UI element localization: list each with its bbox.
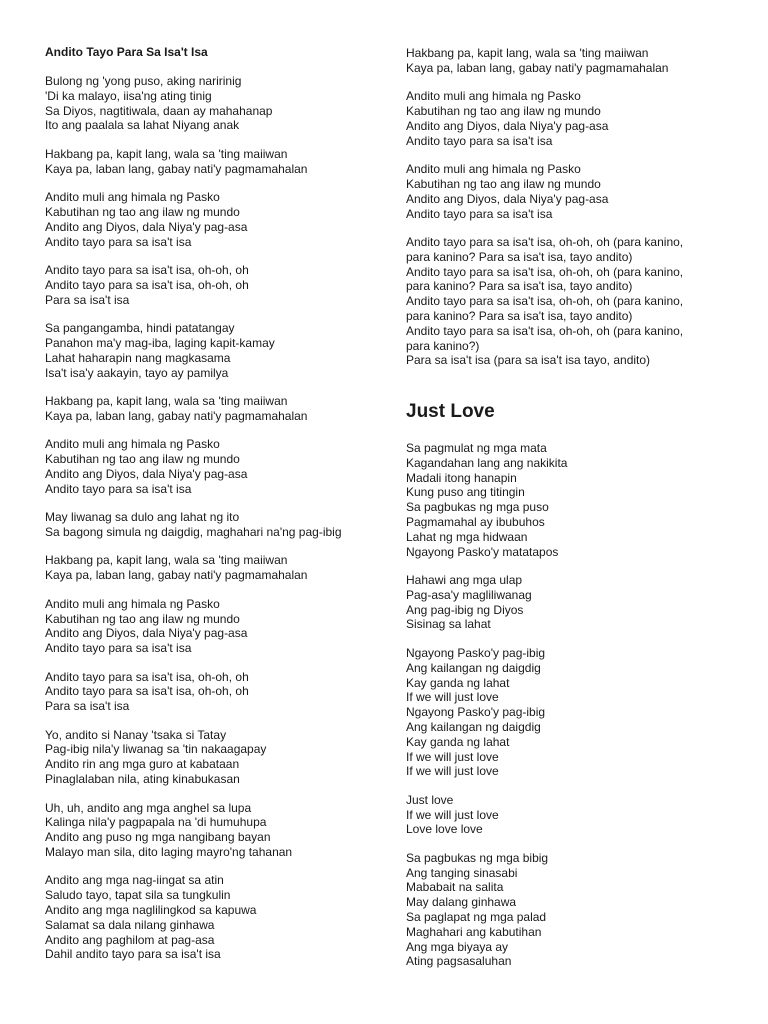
verse-gap <box>45 176 375 190</box>
just-love-lyrics <box>406 441 746 969</box>
verse <box>45 873 375 962</box>
lyric-line: Hakbang pa, kapit lang, wala sa 'ting maiiwan <box>45 146 288 161</box>
lyric-line: Sa Diyos, nagtitiwala, daan ay mahahanap <box>45 103 273 118</box>
lyric-line: Kaya pa, laban lang, gabay nati'y pagmamahalan <box>406 60 669 75</box>
lyric-line: Maghahari ang kabutihan <box>406 924 542 939</box>
verse <box>45 321 375 380</box>
verse <box>45 670 375 714</box>
verse-gap <box>45 133 375 147</box>
verse <box>45 147 375 177</box>
lyric-line: Sa pagmulat ng mga mata <box>406 441 547 455</box>
verse-gap <box>406 837 746 851</box>
verse <box>45 190 375 249</box>
lyric-line: Andito rin ang mga guro at kabataan <box>45 757 240 772</box>
verse <box>45 553 375 583</box>
verse-gap <box>45 656 375 670</box>
verse <box>406 573 746 632</box>
lyric-line: Kalinga nila'y pagpapala na 'di humuhupa <box>45 815 267 830</box>
verse-gap <box>45 540 375 554</box>
lyric-line: Pag-asa'y magliliwanag <box>406 587 532 602</box>
verse <box>45 74 375 133</box>
lyric-line: Andito muli ang himala ng Pasko <box>45 596 220 611</box>
verse-gap <box>45 583 375 597</box>
lyric-line: para kanino? Para sa isa't isa, tayo andito) <box>406 309 633 324</box>
lyric-line: Ang kailangan ng daigdig <box>406 660 541 675</box>
verse <box>406 162 746 221</box>
lyric-line: May liwanag sa dulo ang lahat ng ito <box>45 510 240 525</box>
lyric-line: Ang tanging sinasabi <box>406 865 518 880</box>
verse-gap <box>45 249 375 263</box>
lyric-line: Andito ang mga naglilingkod sa kapuwa <box>45 903 257 917</box>
lyric-line: Andito tayo para sa isa't isa <box>406 133 553 148</box>
lyric-line: Panahon ma'y mag-iba, laging kapit-kamay <box>45 335 275 350</box>
verse <box>406 851 746 969</box>
lyric-line: Andito tayo para sa isa't isa, oh-oh, oh (para kanino, <box>406 235 684 250</box>
lyric-line: Mababait na salita <box>406 880 504 895</box>
verse-gap <box>45 714 375 728</box>
lyric-line: Andito tayo para sa isa't isa, oh-oh, oh <box>45 263 249 278</box>
lyric-line: Malayo man sila, dito laging mayro'ng tahanan <box>45 844 293 859</box>
lyric-line: Pinaglalaban nila, ating kinabukasan <box>45 772 240 787</box>
lyric-line: Andito tayo para sa isa't isa <box>45 641 192 656</box>
lyric-line: Bulong ng 'yong puso, aking naririnig <box>45 74 242 88</box>
left-lyrics <box>45 74 375 962</box>
verse-gap <box>406 632 746 646</box>
lyric-line: Isa't isa'y aakayin, tayo ay pamilya <box>45 365 229 380</box>
lyric-line: Andito ang paghilom at pag-asa <box>45 932 215 947</box>
lyric-line: Pagmamahal ay ibubuhos <box>406 514 545 529</box>
lyric-line: Sa bagong simula ng daigdig, maghahari na'ng pag-ibig <box>45 524 342 539</box>
lyric-line: para kanino?) <box>406 338 480 353</box>
lyric-line: Andito muli ang himala ng Pasko <box>45 190 220 205</box>
verse <box>406 46 746 76</box>
lyric-line: Andito tayo para sa isa't isa <box>406 206 553 221</box>
lyric-line: Kabutihan ng tao ang ilaw ng mundo <box>45 452 240 467</box>
lyric-line: Andito ang Diyos, dala Niya'y pag-asa <box>406 191 609 206</box>
lyric-line: Ang pag-ibig ng Diyos <box>406 602 524 617</box>
lyric-line: Lahat haharapin nang magkasama <box>45 350 231 365</box>
verse-gap <box>406 76 746 90</box>
lyric-line: Kaya pa, laban lang, gabay nati'y pagmamahalan <box>45 408 308 423</box>
lyric-line: Pag-ibig nila'y liwanag sa 'tin nakaagapay <box>45 742 267 757</box>
lyric-line: Hakbang pa, kapit lang, wala sa 'ting maiiwan <box>45 393 288 408</box>
verse <box>406 235 746 368</box>
lyric-line: Ang kailangan ng daigdig <box>406 719 541 734</box>
verse <box>45 394 375 424</box>
lyric-line: Hakbang pa, kapit lang, wala sa 'ting maiiwan <box>406 46 649 60</box>
lyric-line: Sa paglapat ng mga palad <box>406 910 547 925</box>
lyric-line: Ngayong Pasko'y pag-ibig <box>406 645 546 660</box>
lyric-line: Just love <box>406 792 454 807</box>
lyric-line: Kay ganda ng lahat <box>406 675 510 690</box>
lyric-line: Para sa isa't isa <box>45 699 130 714</box>
lyric-line: Andito tayo para sa isa't isa <box>45 481 192 496</box>
verse-gap <box>406 148 746 162</box>
lyric-line: Ngayong Pasko'y pag-ibig <box>406 705 546 720</box>
lyric-line: Andito ang mga nag-iingat sa atin <box>45 873 224 888</box>
lyric-line: Para sa isa't isa <box>45 292 130 307</box>
verse-gap <box>406 559 746 573</box>
lyric-line: Kabutihan ng tao ang ilaw ng mundo <box>45 204 240 219</box>
lyric-line: Kabutihan ng tao ang ilaw ng mundo <box>406 176 601 191</box>
lyric-line: Andito ang Diyos, dala Niya'y pag-asa <box>45 626 248 641</box>
lyric-line: Andito tayo para sa isa't isa, oh-oh, oh <box>45 669 249 684</box>
lyric-line: Andito tayo para sa isa't isa, oh-oh, oh <box>45 277 249 292</box>
lyric-line: Kaya pa, laban lang, gabay nati'y pagmamahalan <box>45 161 308 176</box>
verse <box>406 793 746 837</box>
verse <box>45 597 375 656</box>
verse <box>45 510 375 540</box>
lyric-line: Andito tayo para sa isa't isa, oh-oh, oh (para kanino, <box>406 323 684 338</box>
verse <box>406 646 746 779</box>
verse <box>45 263 375 307</box>
verse-gap <box>45 424 375 438</box>
lyric-line: Kagandahan lang ang nakikita <box>406 455 568 470</box>
lyric-line: Hahawi ang mga ulap <box>406 573 523 588</box>
verse <box>406 89 746 148</box>
lyric-line: Kay ganda ng lahat <box>406 734 510 749</box>
lyric-line: 'Di ka malayo, iisa'ng ating tinig <box>45 88 212 103</box>
verse-gap <box>45 380 375 394</box>
lyric-line: Ngayong Pasko'y matatapos <box>406 544 559 559</box>
lyric-line: Salamat sa dala nilang ginhawa <box>45 917 215 932</box>
lyric-line: Andito muli ang himala ng Pasko <box>406 162 581 177</box>
lyric-line: Sa pagbukas ng mga puso <box>406 500 549 515</box>
lyric-line: Andito tayo para sa isa't isa, oh-oh, oh <box>45 684 249 699</box>
lyric-line: Sa pangangamba, hindi patatangay <box>45 321 235 336</box>
verse-gap <box>45 307 375 321</box>
lyric-line: Andito tayo para sa isa't isa, oh-oh, oh (para kanino, <box>406 294 684 309</box>
song-title-just-love: Just Love <box>406 401 495 422</box>
verse-gap <box>45 787 375 801</box>
verse-gap <box>45 496 375 510</box>
lyric-line: If we will just love <box>406 749 499 764</box>
lyric-line: Kabutihan ng tao ang ilaw ng mundo <box>45 611 240 626</box>
lyric-line: Ito ang paalala sa lahat Niyang anak <box>45 118 240 133</box>
lyric-line: Ating pagsasaluhan <box>406 954 512 969</box>
lyric-line: If we will just love <box>406 764 499 779</box>
lyric-line: Saludo tayo, tapat sila sa tungkulin <box>45 888 231 903</box>
verse <box>406 441 746 559</box>
verse <box>45 728 375 787</box>
lyric-line: para kanino? Para sa isa't isa, tayo andito) <box>406 249 633 264</box>
lyric-line: para kanino? Para sa isa't isa, tayo andito) <box>406 279 633 294</box>
verse-gap <box>45 860 375 874</box>
lyric-line: Andito ang Diyos, dala Niya'y pag-asa <box>406 118 609 133</box>
lyric-line: Kaya pa, laban lang, gabay nati'y pagmamahalan <box>45 568 308 583</box>
lyric-line: Andito ang Diyos, dala Niya'y pag-asa <box>45 466 248 481</box>
lyric-line: Ang mga biyaya ay <box>406 939 509 954</box>
lyric-line: Lahat ng mga hidwaan <box>406 529 528 544</box>
lyric-line: Para sa isa't isa (para sa isa't isa tayo, andito) <box>406 353 651 368</box>
lyric-line: Kabutihan ng tao ang ilaw ng mundo <box>406 104 601 119</box>
lyric-line: Andito tayo para sa isa't isa, oh-oh, oh (para kanino, <box>406 264 684 279</box>
lyric-line: Andito muli ang himala ng Pasko <box>406 89 581 104</box>
lyric-line: Hakbang pa, kapit lang, wala sa 'ting maiiwan <box>45 553 288 568</box>
lyric-line: Love love love <box>406 822 483 837</box>
lyric-line: Andito ang Diyos, dala Niya'y pag-asa <box>45 219 248 234</box>
lyric-line: Kung puso ang titingin <box>406 485 525 500</box>
lyric-line: Madali itong hanapin <box>406 470 517 485</box>
lyric-line: Andito tayo para sa isa't isa <box>45 234 192 249</box>
verse <box>45 437 375 496</box>
lyric-line: If we will just love <box>406 807 499 822</box>
lyric-line: Sa pagbukas ng mga bibig <box>406 850 549 865</box>
lyric-line: Uh, uh, andito ang mga anghel sa lupa <box>45 800 252 815</box>
lyric-line: Andito ang puso ng mga nangibang bayan <box>45 830 271 845</box>
verse <box>45 801 375 860</box>
lyric-line: May dalang ginhawa <box>406 895 517 910</box>
verse-gap <box>406 221 746 235</box>
right-lyrics-continued <box>406 46 746 368</box>
lyric-line: Yo, andito si Nanay 'tsaka si Tatay <box>45 727 227 742</box>
verse-gap <box>406 779 746 793</box>
lyric-line: Dahil andito tayo para sa isa't isa <box>45 947 221 962</box>
lyric-line: If we will just love <box>406 690 499 705</box>
lyric-line: Andito muli ang himala ng Pasko <box>45 437 220 452</box>
song-title-andito-tayo: Andito Tayo Para Sa Isa't Isa <box>45 45 208 59</box>
lyric-line: Sisinag sa lahat <box>406 617 491 632</box>
